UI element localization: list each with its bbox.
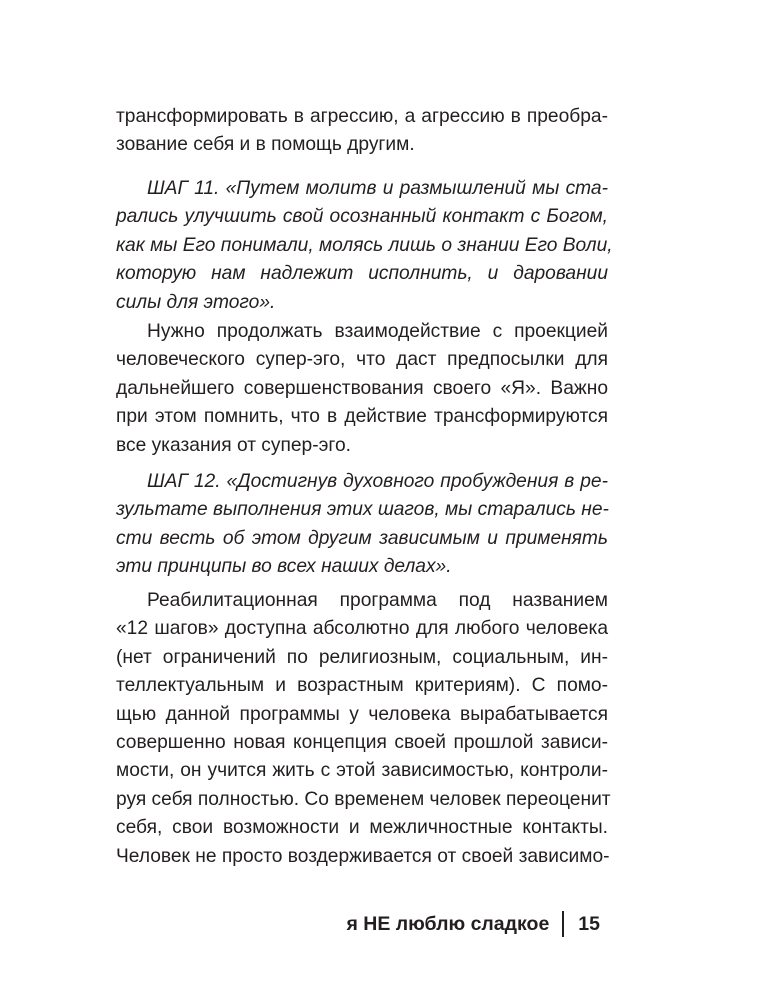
text-line: себя, свои возможности и межличностные контакты. [116, 817, 608, 839]
text-line: как мы Его понимали, молясь лишь о знании Его Воли, [116, 234, 613, 256]
text-line: щью данной программы у человека вырабатывается [116, 703, 608, 725]
text-line: все указания от супер-эго. [116, 434, 351, 456]
text-line: ШАГ 12. «Достигнув духовного пробуждения в ре- [147, 471, 608, 492]
text-line: при этом помнить, что в действие трансформируются [116, 406, 608, 428]
paragraph-continuation [116, 103, 608, 160]
text-line: сти весть об этом другим зависимым и применять [116, 527, 608, 549]
text-line: рались улучшить свой осознанный контакт с Богом, [116, 206, 608, 228]
text-line: совершенно новая концепция своей прошлой зависи- [116, 732, 608, 754]
text-line: которую нам надлежит исполнить, и даровании [116, 263, 608, 285]
book-title: я НЕ люблю сладкое [346, 913, 550, 935]
text-line: Человек не просто воздерживается от своей зависимо- [116, 845, 610, 867]
text-line: зультате выполнения этих шагов, мы старались не- [116, 499, 609, 521]
text-line: дальнейшего совершенствования своего «Я». Важно [116, 377, 608, 399]
rehabilitation-paragraph [116, 587, 611, 871]
text-line: Нужно продолжать взаимодействие с проекцией [147, 321, 608, 342]
text-line: зование себя и в помощь другим. [116, 134, 415, 156]
text-line: ШАГ 11. «Путем молитв и размышлений мы ста- [147, 178, 608, 199]
text-line: трансформировать в агрессию, а агрессию в преобра- [116, 106, 608, 127]
text-line: мости, он учится жить с этой зависимостью, контроли- [116, 760, 608, 782]
text-line: теллектуальным и возрастным критериям). С помо- [116, 675, 608, 697]
text-line: «12 шагов» доступна абсолютно для любого человека [116, 618, 608, 640]
footer-divider [562, 911, 564, 937]
running-footer [346, 910, 600, 938]
page-number: 15 [578, 913, 600, 935]
step-12-paragraph [116, 468, 608, 582]
super-ego-paragraph [116, 318, 608, 460]
text-line: (нет ограничений по религиозным, социальным, ин- [116, 646, 608, 668]
step-11-paragraph [116, 175, 613, 317]
text-line: эти принципы во всех наших делах». [116, 556, 452, 578]
text-line: Реабилитационная программа под названием [147, 590, 608, 611]
text-line: руя себя полностью. Со временем человек переоценит [116, 788, 611, 810]
text-line: человеческого супер-эго, что даст предпосылки для [116, 349, 608, 371]
text-line: силы для этого». [116, 291, 276, 313]
